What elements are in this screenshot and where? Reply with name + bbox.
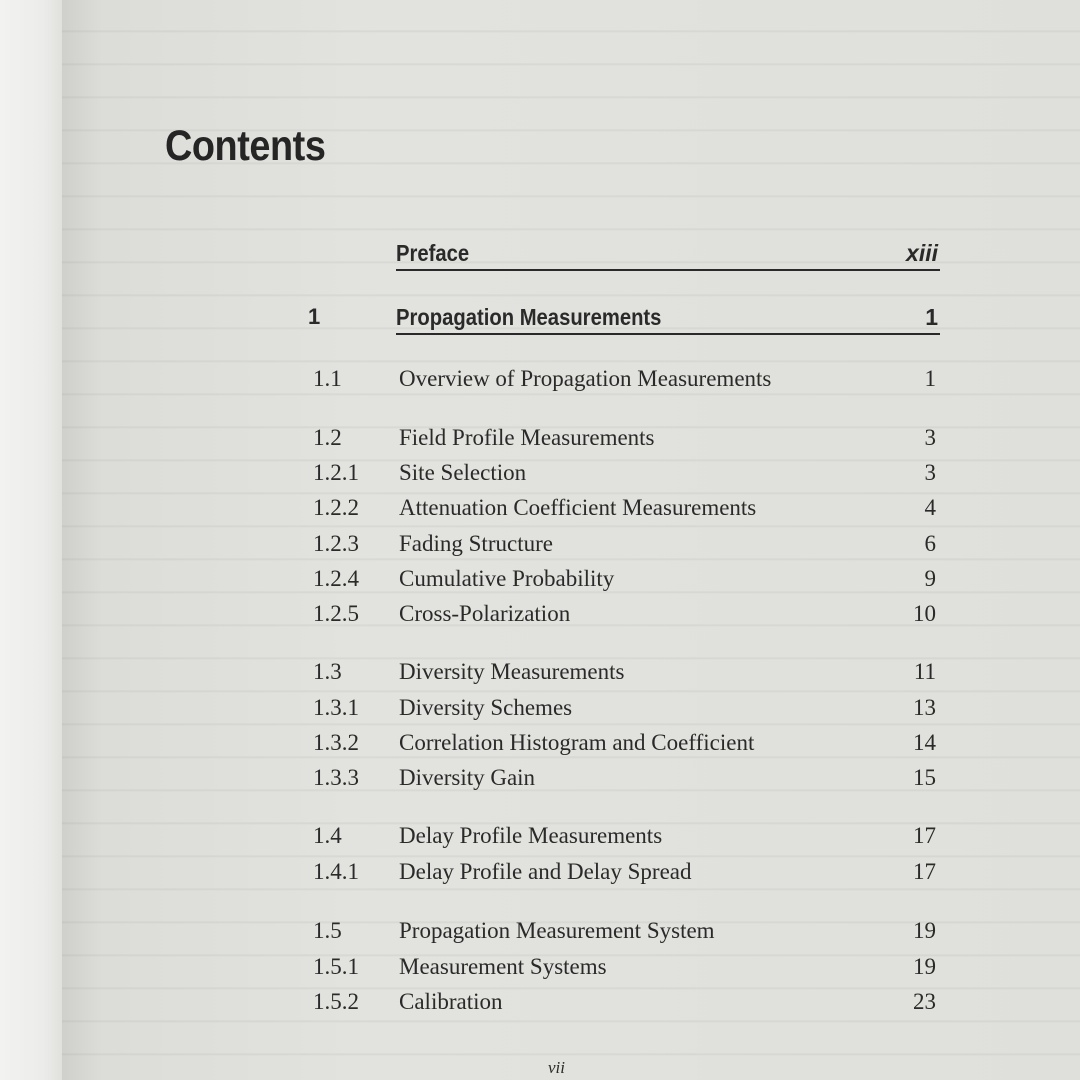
page-folio: vii	[548, 1058, 565, 1077]
section-title: Propagation Measurement System	[399, 918, 715, 943]
section-page: 19	[913, 918, 936, 943]
toc-entry	[0, 495, 1080, 525]
section-number: 1.2.4	[313, 566, 359, 591]
section-page: 15	[913, 765, 936, 790]
toc-entry	[0, 730, 1080, 760]
section-page: 1	[924, 366, 936, 391]
toc-entry	[0, 601, 1080, 631]
chapter-rule	[396, 333, 940, 335]
section-title: Diversity Gain	[399, 765, 536, 790]
section-title: Diversity Schemes	[399, 695, 573, 720]
section-title: Delay Profile Measurements	[399, 823, 663, 848]
section-page: 17	[913, 859, 936, 884]
section-title: Fading Structure	[399, 531, 553, 556]
section-page: 13	[913, 695, 936, 720]
section-title: Measurement Systems	[399, 954, 607, 979]
toc-entry	[0, 989, 1080, 1019]
section-number: 1.5	[313, 918, 342, 943]
section-title: Correlation Histogram and Coefficient	[399, 730, 755, 755]
section-number: 1.2.1	[313, 460, 359, 485]
section-number: 1.3.2	[313, 730, 359, 755]
toc-entry	[0, 566, 1080, 596]
section-page: 14	[913, 730, 936, 755]
section-title: Cross-Polarization	[399, 601, 571, 626]
chapter-title: Propagation Measurements	[396, 304, 662, 330]
section-number: 1.2.5	[313, 601, 359, 626]
toc-entry	[0, 531, 1080, 561]
section-page: 6	[924, 531, 936, 556]
section-title: Overview of Propagation Measurements	[399, 366, 772, 391]
section-number: 1.2	[313, 425, 342, 450]
preface-page: xiii	[906, 240, 938, 266]
section-number: 1.3	[313, 659, 342, 684]
section-number: 1.2.2	[313, 495, 359, 520]
toc-entry	[0, 460, 1080, 490]
section-page: 19	[913, 954, 936, 979]
section-title: Attenuation Coefficient Measurements	[399, 495, 757, 520]
section-number: 1.5.1	[313, 954, 359, 979]
toc-entry	[0, 765, 1080, 795]
section-number: 1.2.3	[313, 531, 359, 556]
section-number: 1.3.1	[313, 695, 359, 720]
preface-row	[0, 236, 1080, 276]
section-title: Calibration	[399, 989, 503, 1014]
toc-entry	[0, 659, 1080, 689]
chapter-row	[0, 300, 1080, 340]
section-number: 1.3.3	[313, 765, 359, 790]
section-page: 17	[913, 823, 936, 848]
toc-entry	[0, 695, 1080, 725]
section-page: 4	[924, 495, 936, 520]
chapter-page: 1	[925, 304, 938, 330]
section-page: 11	[913, 659, 936, 684]
section-page: 9	[924, 566, 936, 591]
section-title: Cumulative Probability	[399, 566, 615, 591]
section-number: 1.4.1	[313, 859, 359, 884]
section-page: 23	[913, 989, 936, 1014]
toc-entry	[0, 823, 1080, 853]
preface-rule	[396, 269, 940, 271]
section-number: 1.5.2	[313, 989, 359, 1014]
section-number: 1.1	[313, 366, 342, 391]
toc-entry	[0, 954, 1080, 984]
preface-label: Preface	[396, 240, 470, 266]
toc-entry	[0, 918, 1080, 948]
toc-entry	[0, 366, 1080, 396]
section-page: 3	[924, 425, 936, 450]
section-page: 3	[924, 460, 936, 485]
section-title: Diversity Measurements	[399, 659, 625, 684]
toc-entry	[0, 425, 1080, 455]
section-title: Delay Profile and Delay Spread	[399, 859, 692, 884]
section-title: Site Selection	[399, 460, 527, 485]
section-page: 10	[913, 601, 936, 626]
page-title: Contents	[165, 122, 326, 170]
chapter-number: 1	[308, 304, 321, 329]
toc-entry	[0, 859, 1080, 889]
section-number: 1.4	[313, 823, 342, 848]
section-title: Field Profile Measurements	[399, 425, 655, 450]
